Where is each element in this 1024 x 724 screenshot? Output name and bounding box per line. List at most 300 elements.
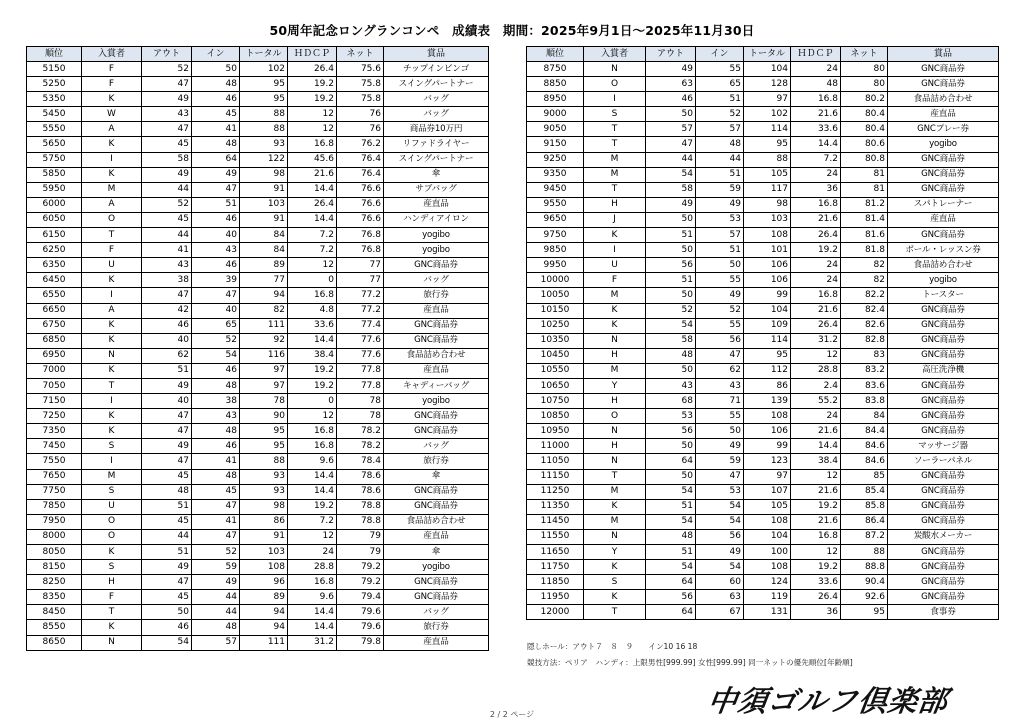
net-cell: 80.4 [841,122,888,137]
net-cell: 79 [337,545,384,560]
total-cell: 99 [744,288,791,303]
prize-cell: マッサージ器 [888,439,999,454]
out-cell: 43 [142,258,192,273]
winner-cell: J [584,212,646,227]
net-cell: 81 [841,182,888,197]
total-cell: 92 [240,333,288,348]
in-cell: 47 [192,182,240,197]
winner-cell: K [82,409,142,424]
net-cell: 83.8 [841,394,888,409]
net-cell: 76 [337,107,384,122]
net-cell: 76.6 [337,212,384,227]
net-cell: 76.8 [337,228,384,243]
net-cell: 82 [841,273,888,288]
in-cell: 50 [696,424,744,439]
table-row [27,92,489,107]
hdcp-cell: 33.6 [791,122,841,137]
hdcp-cell: 14.4 [288,469,337,484]
net-cell: 76.2 [337,137,384,152]
hdcp-cell: 38.4 [791,454,841,469]
winner-cell: M [584,514,646,529]
winner-cell: T [584,182,646,197]
net-cell: 80.4 [841,107,888,122]
in-cell: 57 [696,228,744,243]
hdcp-cell: 26.4 [791,228,841,243]
prize-cell: バッグ [384,439,489,454]
winner-cell: K [82,363,142,378]
rank-cell: 9950 [527,258,584,273]
rank-cell: 5550 [27,122,82,137]
winner-cell: N [82,348,142,363]
table-row [27,560,489,575]
in-cell: 41 [192,122,240,137]
winner-cell: K [82,167,142,182]
net-cell: 78.2 [337,439,384,454]
hdcp-cell: 24 [791,167,841,182]
winner-cell: N [584,333,646,348]
total-cell: 108 [744,409,791,424]
table-row [527,454,999,469]
winner-cell: T [584,122,646,137]
table-row [27,258,489,273]
in-cell: 57 [696,122,744,137]
results-table-right [526,46,999,620]
net-cell: 76.6 [337,182,384,197]
hdcp-cell: 19.2 [288,378,337,393]
rank-cell: 10050 [527,288,584,303]
winner-cell: S [584,107,646,122]
hdcp-cell: 26.4 [791,318,841,333]
winner-cell: M [584,152,646,167]
in-cell: 44 [192,605,240,620]
in-cell: 52 [696,303,744,318]
rank-cell: 8450 [27,605,82,620]
hdcp-cell: 26.4 [288,62,337,77]
hdcp-cell: 12 [288,529,337,544]
prize-cell: GNC商品券 [888,318,999,333]
net-cell: 79.6 [337,620,384,635]
out-cell: 40 [142,333,192,348]
page-title: 50周年記念ロングランコンペ 成績表 期間：2025年9月1日～2025年11月30日 [269,23,755,38]
total-cell: 98 [744,197,791,212]
prize-cell: 食品詰め合わせ [888,258,999,273]
total-cell: 95 [240,92,288,107]
total-cell: 97 [744,92,791,107]
in-cell: 46 [192,439,240,454]
out-cell: 50 [646,212,696,227]
winner-cell: A [82,197,142,212]
table-row [27,529,489,544]
rank-cell: 10250 [527,318,584,333]
total-cell: 114 [744,122,791,137]
hdcp-cell: 4.8 [288,303,337,318]
table-row [527,439,999,454]
rank-cell: 9650 [527,212,584,227]
total-cell: 97 [240,378,288,393]
in-cell: 46 [192,258,240,273]
table-row [27,378,489,393]
winner-cell: K [82,620,142,635]
column-header: アウト [646,47,696,62]
total-cell: 84 [240,243,288,258]
prize-cell: スイングパートナー [384,152,489,167]
table-row [527,137,999,152]
net-cell: 77 [337,258,384,273]
total-cell: 105 [744,167,791,182]
rank-cell: 10650 [527,378,584,393]
out-cell: 43 [142,107,192,122]
net-cell: 84.4 [841,424,888,439]
total-cell: 105 [744,499,791,514]
prize-cell: GNC商品券 [888,499,999,514]
rank-cell: 6350 [27,258,82,273]
net-cell: 85.4 [841,484,888,499]
total-cell: 93 [240,469,288,484]
winner-cell: I [82,454,142,469]
in-cell: 59 [192,560,240,575]
in-cell: 49 [696,197,744,212]
in-cell: 55 [696,409,744,424]
net-cell: 79.6 [337,605,384,620]
rank-cell: 11950 [527,590,584,605]
hdcp-cell: 14.4 [288,333,337,348]
out-cell: 41 [142,243,192,258]
hdcp-cell: 12 [288,409,337,424]
prize-cell: GNC商品券 [384,484,489,499]
out-cell: 54 [646,318,696,333]
total-cell: 95 [240,77,288,92]
prize-cell: 高圧洗浄機 [888,363,999,378]
prize-cell: GNC商品券 [888,333,999,348]
total-cell: 108 [240,560,288,575]
in-cell: 48 [192,77,240,92]
rank-cell: 10550 [527,363,584,378]
out-cell: 58 [646,182,696,197]
total-cell: 78 [240,394,288,409]
prize-cell: GNC商品券 [888,303,999,318]
out-cell: 49 [142,167,192,182]
out-cell: 50 [646,288,696,303]
total-cell: 84 [240,228,288,243]
winner-cell: K [82,92,142,107]
prize-cell: スイングパートナー [384,77,489,92]
hdcp-cell: 14.4 [288,212,337,227]
net-cell: 83 [841,348,888,363]
net-cell: 75.8 [337,77,384,92]
hdcp-cell: 45.6 [288,152,337,167]
table-row [527,197,999,212]
hdcp-cell: 19.2 [791,560,841,575]
net-cell: 87.2 [841,529,888,544]
prize-cell: キャディーバッグ [384,378,489,393]
out-cell: 38 [142,273,192,288]
hdcp-cell: 24 [288,545,337,560]
winner-cell: K [82,273,142,288]
winner-cell: K [584,499,646,514]
column-header: ネット [337,47,384,62]
total-cell: 77 [240,273,288,288]
hdcp-cell: 19.2 [791,499,841,514]
prize-cell: 産直品 [888,107,999,122]
column-header: アウト [142,47,192,62]
rank-cell: 6550 [27,288,82,303]
rank-cell: 10850 [527,409,584,424]
net-cell: 82.8 [841,333,888,348]
rank-cell: 8550 [27,620,82,635]
results-table-left [26,46,489,651]
in-cell: 62 [696,363,744,378]
table-row [527,590,999,605]
in-cell: 51 [696,167,744,182]
winner-cell: Y [584,378,646,393]
hdcp-cell: 28.8 [791,363,841,378]
winner-cell: F [82,243,142,258]
winner-cell: H [584,394,646,409]
total-cell: 94 [240,288,288,303]
table-row [527,409,999,424]
out-cell: 58 [646,333,696,348]
total-cell: 117 [744,182,791,197]
net-cell: 78.6 [337,469,384,484]
competition-method-note: 競技方法：ペリア ハンディ：上限男性[999.99] 女性[999.99] 同一ネットの優先順位[年齢順] [527,658,853,667]
prize-cell: チップインビンゴ [384,62,489,77]
in-cell: 51 [696,243,744,258]
out-cell: 48 [646,529,696,544]
total-cell: 107 [744,484,791,499]
rank-cell: 7650 [27,469,82,484]
in-cell: 51 [696,92,744,107]
winner-cell: I [584,243,646,258]
winner-cell: S [584,575,646,590]
in-cell: 47 [696,469,744,484]
in-cell: 55 [696,273,744,288]
winner-cell: M [584,167,646,182]
rank-cell: 5850 [27,167,82,182]
rank-cell: 8050 [27,545,82,560]
net-cell: 77.6 [337,348,384,363]
out-cell: 44 [142,529,192,544]
out-cell: 54 [646,484,696,499]
rank-cell: 9350 [527,167,584,182]
rank-cell: 6150 [27,228,82,243]
table-row [27,167,489,182]
table-row [527,62,999,77]
winner-cell: H [584,197,646,212]
table-row [27,635,489,650]
net-cell: 95 [841,605,888,620]
club-logo: 中須ゴルフ倶楽部 [705,684,951,718]
rank-cell: 10350 [527,333,584,348]
winner-cell: U [82,258,142,273]
winner-cell: K [82,424,142,439]
rank-cell: 11750 [527,560,584,575]
table-row [27,273,489,288]
total-cell: 104 [744,529,791,544]
rank-cell: 8250 [27,575,82,590]
in-cell: 49 [696,439,744,454]
net-cell: 76.8 [337,243,384,258]
total-cell: 98 [240,499,288,514]
rank-cell: 11650 [527,545,584,560]
prize-cell: GNC商品券 [384,333,489,348]
prize-cell: yogibo [384,394,489,409]
out-cell: 62 [142,348,192,363]
prize-cell: GNC商品券 [888,378,999,393]
rank-cell: 11450 [527,514,584,529]
prize-cell: yogibo [384,560,489,575]
out-cell: 50 [142,605,192,620]
out-cell: 51 [646,228,696,243]
total-cell: 122 [240,152,288,167]
total-cell: 103 [240,545,288,560]
in-cell: 44 [192,590,240,605]
hdcp-cell: 16.8 [288,137,337,152]
out-cell: 49 [646,62,696,77]
prize-cell: バッグ [384,273,489,288]
winner-cell: K [584,228,646,243]
net-cell: 84.6 [841,439,888,454]
column-header: イン [696,47,744,62]
table-row [527,152,999,167]
out-cell: 47 [142,575,192,590]
net-cell: 82.2 [841,288,888,303]
table-row [27,77,489,92]
table-row [27,228,489,243]
rank-cell: 11000 [527,439,584,454]
out-cell: 52 [142,197,192,212]
net-cell: 78 [337,409,384,424]
hdcp-cell: 36 [791,182,841,197]
winner-cell: K [584,560,646,575]
in-cell: 54 [696,514,744,529]
prize-cell: 産直品 [888,212,999,227]
out-cell: 44 [142,228,192,243]
rank-cell: 5950 [27,182,82,197]
net-cell: 86.4 [841,514,888,529]
hdcp-cell: 12 [791,348,841,363]
net-cell: 84.6 [841,454,888,469]
rank-cell: 8850 [527,77,584,92]
rank-cell: 9050 [527,122,584,137]
out-cell: 56 [646,590,696,605]
net-cell: 78.8 [337,514,384,529]
prize-cell: サブバッグ [384,182,489,197]
prize-cell: GNC商品券 [888,514,999,529]
out-cell: 58 [142,152,192,167]
out-cell: 54 [646,167,696,182]
winner-cell: F [82,62,142,77]
hdcp-cell: 21.6 [791,514,841,529]
rank-cell: 7000 [27,363,82,378]
winner-cell: K [82,545,142,560]
hdcp-cell: 14.4 [791,137,841,152]
prize-cell: GNC商品券 [384,499,489,514]
prize-cell: yogibo [888,273,999,288]
net-cell: 77.4 [337,318,384,333]
rank-cell: 11550 [527,529,584,544]
out-cell: 44 [646,152,696,167]
rank-cell: 5250 [27,77,82,92]
rank-cell: 5150 [27,62,82,77]
hdcp-cell: 7.2 [288,243,337,258]
net-cell: 79.2 [337,560,384,575]
hdcp-cell: 9.6 [288,454,337,469]
net-cell: 88.8 [841,560,888,575]
total-cell: 108 [744,560,791,575]
hdcp-cell: 24 [791,258,841,273]
in-cell: 50 [192,62,240,77]
total-cell: 96 [240,575,288,590]
net-cell: 78 [337,394,384,409]
hdcp-cell: 24 [791,409,841,424]
total-cell: 93 [240,137,288,152]
hdcp-cell: 48 [791,77,841,92]
prize-cell: 食品詰め合わせ [888,92,999,107]
total-cell: 95 [744,137,791,152]
rank-cell: 7250 [27,409,82,424]
hdcp-cell: 16.8 [288,288,337,303]
winner-cell: M [82,182,142,197]
net-cell: 78.8 [337,499,384,514]
total-cell: 123 [744,454,791,469]
out-cell: 50 [646,107,696,122]
prize-cell: 食品詰め合わせ [384,348,489,363]
in-cell: 50 [696,258,744,273]
total-cell: 86 [744,378,791,393]
in-cell: 46 [192,363,240,378]
in-cell: 51 [192,197,240,212]
rank-cell: 7450 [27,439,82,454]
total-cell: 128 [744,77,791,92]
table-row [527,243,999,258]
rank-cell: 8950 [527,92,584,107]
column-header: イン [192,47,240,62]
rank-cell: 11350 [527,499,584,514]
out-cell: 47 [142,424,192,439]
winner-cell: Y [584,545,646,560]
winner-cell: T [584,605,646,620]
total-cell: 104 [744,62,791,77]
net-cell: 80 [841,62,888,77]
out-cell: 54 [142,635,192,650]
in-cell: 49 [696,545,744,560]
out-cell: 40 [142,394,192,409]
table-row [27,303,489,318]
net-cell: 76.6 [337,197,384,212]
hdcp-cell: 16.8 [288,439,337,454]
out-cell: 47 [646,137,696,152]
winner-cell: K [82,318,142,333]
rank-cell: 11150 [527,469,584,484]
column-header: 賞品 [384,47,489,62]
hdcp-cell: 21.6 [791,107,841,122]
table-row [27,545,489,560]
in-cell: 71 [696,394,744,409]
winner-cell: O [584,77,646,92]
column-header: 入賞者 [584,47,646,62]
hdcp-cell: 26.4 [791,590,841,605]
rank-cell: 5650 [27,137,82,152]
net-cell: 76.4 [337,152,384,167]
total-cell: 109 [744,318,791,333]
out-cell: 51 [142,499,192,514]
hdcp-cell: 28.8 [288,560,337,575]
total-cell: 114 [744,333,791,348]
winner-cell: S [82,560,142,575]
prize-cell: GNC商品券 [384,424,489,439]
prize-cell: 食品詰め合わせ [384,514,489,529]
total-cell: 91 [240,212,288,227]
